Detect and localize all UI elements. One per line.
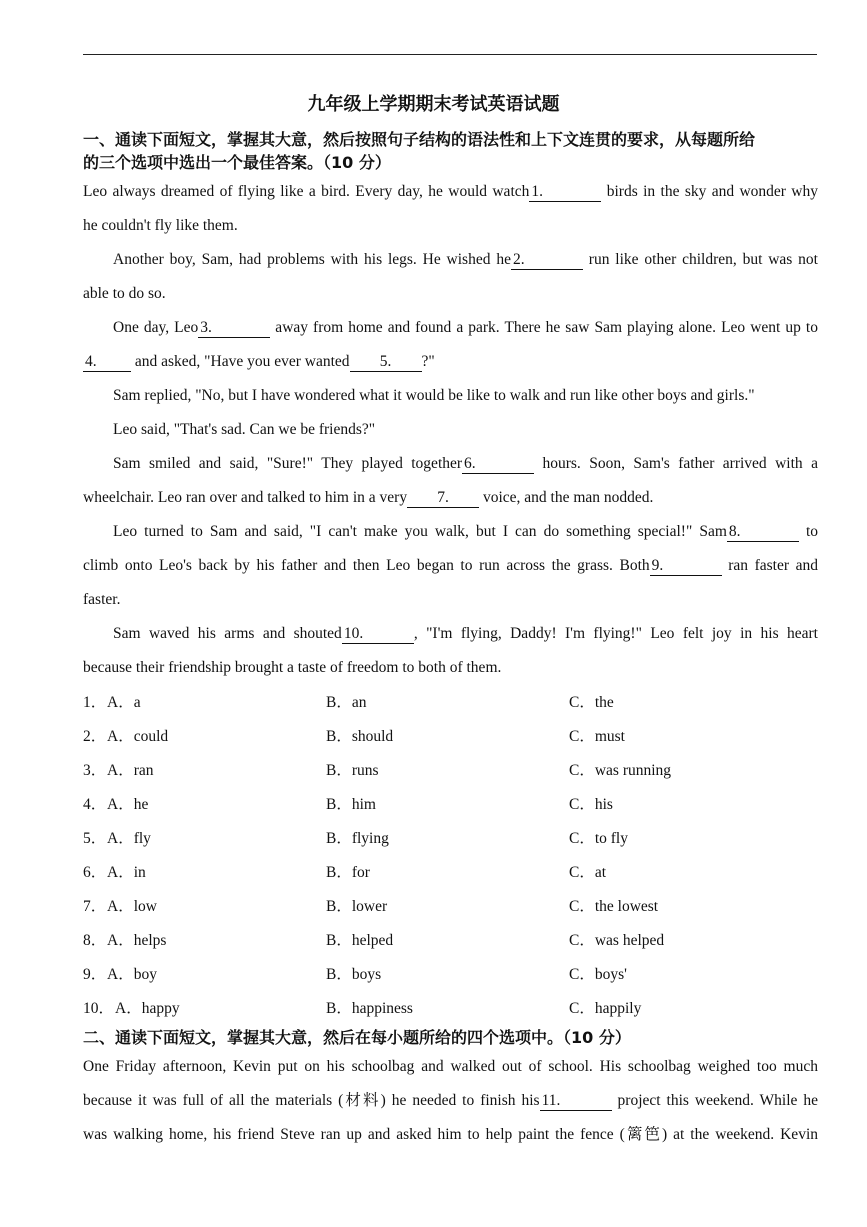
passage1-line: Leo turned to Sam and said, "I can't make you walk, but I can do something special!" Sam 8. to bbox=[113, 523, 818, 540]
passage2-line: One Friday afternoon, Kevin put on his schoolbag and walked out of school. His schoolbag weighed too much bbox=[83, 1058, 818, 1075]
option-row: 6． A．in B．for C．at bbox=[83, 862, 818, 884]
blank-1: 1. bbox=[529, 183, 601, 202]
passage1-line: able to do so. bbox=[83, 285, 166, 302]
passage2-line: was walking home, his friend Steve ran up and asked him to help paint the fence (篱笆) at the weekend. Kevin bbox=[83, 1126, 818, 1143]
passage1-line: climb onto Leo's back by his father and then Leo began to run across the grass. Both 9. ran faster and bbox=[83, 557, 819, 574]
passage2-line: because it was full of all the materials (材料) he needed to finish his 11. project this weekend. While he bbox=[83, 1092, 818, 1109]
option-row: 3． A．ran B．runs C．was running bbox=[83, 760, 818, 782]
option-row: 9． A．boy B．boys C．boys' bbox=[83, 964, 818, 986]
passage1-line: 4. and asked, "Have you ever wanted 5. ?" bbox=[85, 353, 435, 370]
header-rule bbox=[83, 54, 817, 55]
option-a[interactable]: A．a bbox=[107, 694, 141, 711]
option-row: 8． A．helps B．helped C．was helped bbox=[83, 930, 818, 952]
blank-4: 4. bbox=[83, 353, 131, 372]
section1-heading-line2: 的三个选项中选出一个最佳答案。（10 分） bbox=[83, 153, 391, 172]
option-c[interactable]: C．was helped bbox=[569, 932, 665, 949]
option-row: 5． A．fly B．flying C．to fly bbox=[83, 828, 818, 850]
option-b[interactable]: B．for bbox=[326, 864, 370, 881]
option-b[interactable]: B．should bbox=[326, 728, 394, 745]
option-c[interactable]: C．at bbox=[569, 864, 607, 881]
passage1-line: Leo always dreamed of flying like a bird. Every day, he would watch 1. birds in the sky and wonder why bbox=[83, 183, 819, 200]
option-row: 4． A．he B．him C．his bbox=[83, 794, 818, 816]
passage1-line: faster. bbox=[83, 591, 121, 608]
passage1-line: Sam waved his arms and shouted 10. , "I'm flying, Daddy! I'm flying!" Leo felt joy in his heart bbox=[113, 625, 818, 642]
option-b[interactable]: B．an bbox=[326, 694, 367, 711]
option-a[interactable]: A．helps bbox=[107, 932, 167, 949]
option-row: 1． A．a B．an C．the bbox=[83, 692, 818, 714]
passage1-line: Sam replied, "No, but I have wondered what it would be like to walk and run like other boys and girls." bbox=[113, 387, 755, 404]
blank-8: 8. bbox=[727, 523, 799, 542]
passage1-line: because their friendship brought a taste of freedom to both of them. bbox=[83, 659, 502, 676]
passage1-line: Leo said, "That's sad. Can we be friends?" bbox=[113, 421, 376, 438]
option-a[interactable]: A．in bbox=[107, 864, 146, 881]
option-c[interactable]: C．to fly bbox=[569, 830, 628, 847]
option-c[interactable]: C．was running bbox=[569, 762, 672, 779]
blank-7: 7. bbox=[407, 489, 479, 508]
option-row: 7． A．low B．lower C．the lowest bbox=[83, 896, 818, 918]
option-b[interactable]: B．lower bbox=[326, 898, 388, 915]
passage1-line: he couldn't fly like them. bbox=[83, 217, 238, 234]
option-c[interactable]: C．must bbox=[569, 728, 625, 745]
option-row: 2． A．could B．should C．must bbox=[83, 726, 818, 748]
option-a[interactable]: A．could bbox=[107, 728, 169, 745]
passage1-line: One day, Leo 3. away from home and found a park. There he saw Sam playing alone. Leo went up to bbox=[113, 319, 818, 336]
blank-5: 5. bbox=[350, 353, 422, 372]
section2-heading: 二、通读下面短文，掌握其大意，然后在每小题所给的四个选项中。（10 分） bbox=[83, 1028, 631, 1047]
option-a[interactable]: A．happy bbox=[115, 1000, 180, 1017]
option-b[interactable]: B．helped bbox=[326, 932, 394, 949]
section1-heading-line1: 一、通读下面短文，掌握其大意，然后按照句子结构的语法性和上下文连贯的要求，从每题所给 bbox=[83, 130, 756, 149]
blank-6: 6. bbox=[462, 455, 534, 474]
blank-11: 11. bbox=[540, 1092, 612, 1111]
option-a[interactable]: A．he bbox=[107, 796, 149, 813]
option-c[interactable]: C．the bbox=[569, 694, 614, 711]
blank-3: 3. bbox=[198, 319, 270, 338]
option-c[interactable]: C．boys' bbox=[569, 966, 627, 983]
option-row: 10． A．happy B．happiness C．happily bbox=[83, 998, 818, 1020]
passage1-line: Another boy, Sam, had problems with his legs. He wished he 2. run like other children, but was not bbox=[113, 251, 818, 268]
option-b[interactable]: B．flying bbox=[326, 830, 389, 847]
option-a[interactable]: A．fly bbox=[107, 830, 151, 847]
option-a[interactable]: A．ran bbox=[107, 762, 154, 779]
option-b[interactable]: B．boys bbox=[326, 966, 382, 983]
option-c[interactable]: C．the lowest bbox=[569, 898, 659, 915]
passage1-line: wheelchair. Leo ran over and talked to him in a very 7. voice, and the man nodded. bbox=[83, 489, 654, 506]
option-c[interactable]: C．happily bbox=[569, 1000, 642, 1017]
option-c[interactable]: C．his bbox=[569, 796, 613, 813]
blank-10: 10. bbox=[342, 625, 414, 644]
passage1-line: Sam smiled and said, "Sure!" They played together 6. hours. Soon, Sam's father arrived with a bbox=[113, 455, 818, 472]
option-a[interactable]: A．boy bbox=[107, 966, 157, 983]
option-b[interactable]: B．him bbox=[326, 796, 376, 813]
option-a[interactable]: A．low bbox=[107, 898, 157, 915]
page-title: 九年级上学期期末考试英语试题 bbox=[307, 94, 560, 115]
blank-2: 2. bbox=[511, 251, 583, 270]
blank-9: 9. bbox=[650, 557, 722, 576]
option-b[interactable]: B．runs bbox=[326, 762, 379, 779]
option-b[interactable]: B．happiness bbox=[326, 1000, 413, 1017]
